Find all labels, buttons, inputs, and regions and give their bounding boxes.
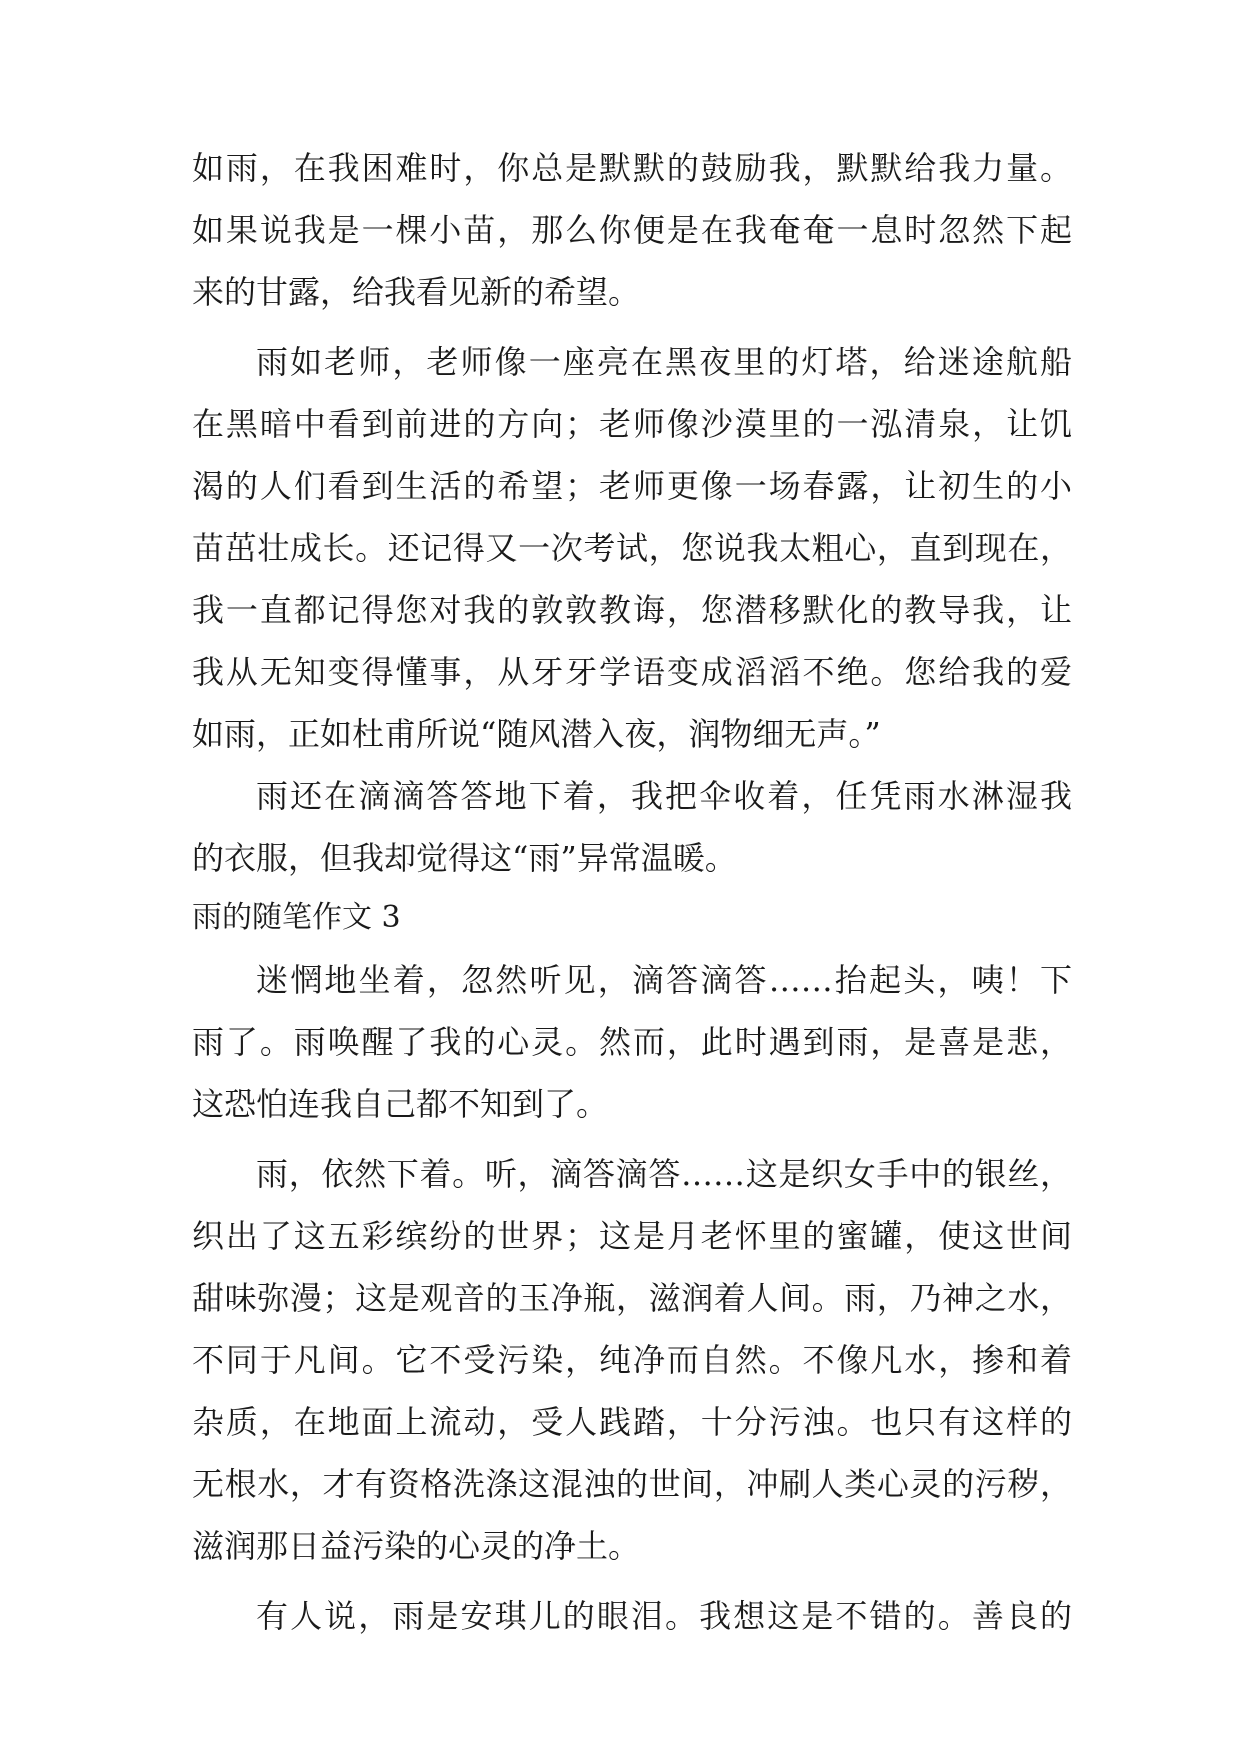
text-line: 这恐怕连我自己都不知到了。 <box>192 1085 609 1123</box>
section-heading: 雨的随笔作文 3 <box>192 900 401 935</box>
text-line: 如雨，在我困难时，你总是默默的鼓励我，默默给我力量。 <box>192 149 1072 187</box>
text-line: 苗茁壮成长。还记得又一次考试，您说我太粗心，直到现在， <box>192 529 1072 567</box>
text-line: 在黑暗中看到前进的方向；老师像沙漠里的一泓清泉，让饥 <box>192 405 1072 443</box>
text-line: 如果说我是一棵小苗，那么你便是在我奄奄一息时忽然下起 <box>192 211 1072 249</box>
text-line: 甜味弥漫；这是观音的玉净瓶，滋润着人间。雨，乃神之水， <box>192 1279 1072 1317</box>
text-line: 杂质，在地面上流动，受人践踏，十分污浊。也只有这样的 <box>192 1403 1072 1441</box>
paragraph-first-line: 雨如老师，老师像一座亮在黑夜里的灯塔，给迷途航船 <box>256 343 1072 381</box>
paragraph-first-line: 迷惘地坐着，忽然听见，滴答滴答……抬起头，咦！下 <box>256 961 1072 999</box>
paragraph-first-line: 雨还在滴滴答答地下着，我把伞收着，任凭雨水淋湿我 <box>256 777 1072 815</box>
text-line: 如雨，正如杜甫所说“随风潜入夜，润物细无声。” <box>192 715 881 753</box>
text-line: 无根水，才有资格洗涤这混浊的世间，冲刷人类心灵的污秽， <box>192 1465 1072 1503</box>
text-line: 我从无知变得懂事，从牙牙学语变成滔滔不绝。您给我的爱 <box>192 653 1072 691</box>
text-line: 我一直都记得您对我的敦敦教诲，您潜移默化的教导我，让 <box>192 591 1072 629</box>
paragraph-first-line: 有人说，雨是安琪儿的眼泪。我想这是不错的。善良的 <box>256 1597 1072 1635</box>
text-line: 来的甘露，给我看见新的希望。 <box>192 273 641 311</box>
text-line: 渴的人们看到生活的希望；老师更像一场春露，让初生的小 <box>192 467 1072 505</box>
paragraph-first-line: 雨，依然下着。听，滴答滴答……这是织女手中的银丝， <box>256 1155 1072 1193</box>
text-line: 织出了这五彩缤纷的世界；这是月老怀里的蜜罐，使这世间 <box>192 1217 1072 1255</box>
text-line: 不同于凡间。它不受污染，纯净而自然。不像凡水，掺和着 <box>192 1341 1072 1379</box>
text-line: 滋润那日益污染的心灵的净土。 <box>192 1527 641 1565</box>
text-line: 雨了。雨唤醒了我的心灵。然而，此时遇到雨，是喜是悲， <box>192 1023 1072 1061</box>
text-line: 的衣服，但我却觉得这“雨”异常温暖。 <box>192 839 737 877</box>
